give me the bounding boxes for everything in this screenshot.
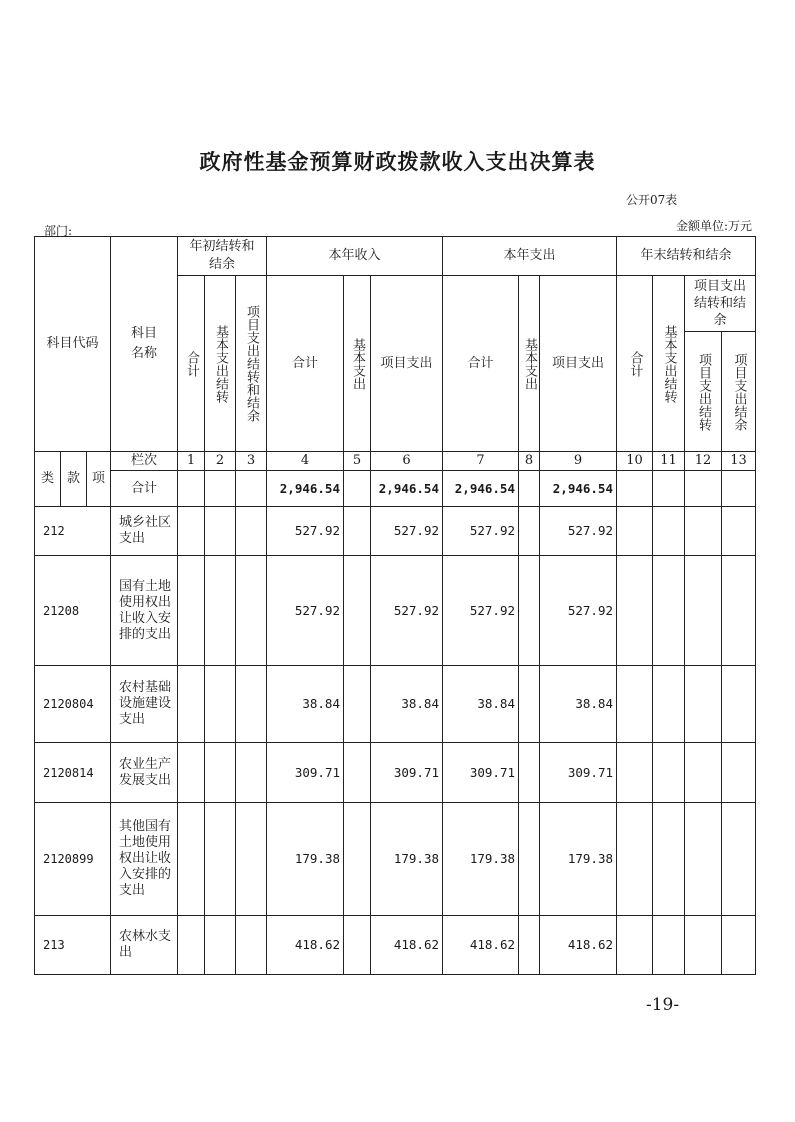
empty-cell xyxy=(617,556,653,666)
empty-cell xyxy=(617,666,653,743)
row-expense-project: 179.38 xyxy=(540,803,617,916)
empty-cell xyxy=(344,556,371,666)
empty-cell xyxy=(519,507,540,556)
empty-cell xyxy=(685,666,722,743)
empty-cell xyxy=(617,471,653,507)
header-closing-basic: 基本支出结转 xyxy=(661,324,677,403)
column-number: 11 xyxy=(653,452,685,471)
empty-cell xyxy=(519,743,540,803)
header-closing-project-balance-cell xyxy=(722,332,756,452)
empty-cell xyxy=(653,471,685,507)
header-kuan: 款 xyxy=(61,452,87,507)
header-income-total: 合计 xyxy=(267,276,344,452)
empty-cell xyxy=(344,916,371,975)
empty-cell xyxy=(685,803,722,916)
department-label: 部门: xyxy=(44,224,73,238)
row-expense-project: 309.71 xyxy=(540,743,617,803)
row-code: 2120814 xyxy=(35,743,111,803)
column-number: 6 xyxy=(371,452,443,471)
empty-cell xyxy=(653,507,685,556)
row-income-project: 179.38 xyxy=(371,803,443,916)
row-code: 21208 xyxy=(35,556,111,666)
table-row xyxy=(35,916,756,975)
column-number: 7 xyxy=(443,452,519,471)
page-number: -19- xyxy=(646,995,680,1015)
header-closing-project-balance: 项目支出结余 xyxy=(731,352,747,431)
row-name: 农林水支出 xyxy=(111,916,178,975)
empty-cell xyxy=(344,803,371,916)
header-income: 本年收入 xyxy=(267,237,443,276)
header-closing-total: 合计 xyxy=(627,350,643,377)
header-closing-project-carry: 项目支出结转 xyxy=(696,352,711,431)
empty-cell xyxy=(722,471,756,507)
column-index-label: 栏次 xyxy=(111,452,178,471)
total-expense-total: 2,946.54 xyxy=(443,471,519,507)
total-income-project: 2,946.54 xyxy=(371,471,443,507)
header-opening-project: 项目支出结转和结余 xyxy=(244,305,259,422)
empty-cell xyxy=(653,556,685,666)
row-name: 农业生产发展支出 xyxy=(111,743,178,803)
row-expense-project: 38.84 xyxy=(540,666,617,743)
empty-cell xyxy=(236,743,267,803)
column-number: 4 xyxy=(267,452,344,471)
empty-cell xyxy=(205,803,236,916)
empty-cell xyxy=(205,471,236,507)
header-expense-basic: 基本支出 xyxy=(522,337,537,390)
empty-cell xyxy=(205,556,236,666)
column-number: 9 xyxy=(540,452,617,471)
header-subject-name: 科目名称 xyxy=(111,237,178,452)
row-expense-total: 179.38 xyxy=(443,803,519,916)
empty-cell xyxy=(205,916,236,975)
empty-cell xyxy=(685,743,722,803)
empty-cell xyxy=(236,916,267,975)
empty-cell xyxy=(178,803,205,916)
empty-cell xyxy=(236,803,267,916)
column-number: 8 xyxy=(519,452,540,471)
page-title: 政府性基金预算财政拨款收入支出决算表 xyxy=(199,150,596,174)
empty-cell xyxy=(519,803,540,916)
column-number: 12 xyxy=(685,452,722,471)
column-number: 3 xyxy=(236,452,267,471)
empty-cell xyxy=(722,507,756,556)
empty-cell xyxy=(205,743,236,803)
header-expense-basic-cell xyxy=(519,276,540,452)
empty-cell xyxy=(178,666,205,743)
total-income-total: 2,946.54 xyxy=(267,471,344,507)
table-row xyxy=(35,803,756,916)
header-closing: 年末结转和结余 xyxy=(617,237,756,276)
empty-cell xyxy=(178,743,205,803)
row-expense-project: 527.92 xyxy=(540,507,617,556)
header-closing-basic-cell xyxy=(653,276,685,452)
empty-cell xyxy=(236,507,267,556)
empty-cell xyxy=(722,916,756,975)
row-income-project: 309.71 xyxy=(371,743,443,803)
header-opening-total: 合计 xyxy=(184,350,199,377)
empty-cell xyxy=(653,743,685,803)
header-opening: 年初结转和结余 xyxy=(178,237,267,276)
header-xiang: 项 xyxy=(87,452,111,507)
table-row xyxy=(35,507,756,556)
empty-cell xyxy=(653,916,685,975)
empty-cell xyxy=(178,471,205,507)
empty-cell xyxy=(653,803,685,916)
row-expense-project: 418.62 xyxy=(540,916,617,975)
total-label: 合计 xyxy=(111,471,178,507)
row-income-project: 38.84 xyxy=(371,666,443,743)
empty-cell xyxy=(685,507,722,556)
empty-cell xyxy=(205,507,236,556)
row-income-project: 527.92 xyxy=(371,556,443,666)
row-income-project: 418.62 xyxy=(371,916,443,975)
empty-cell xyxy=(205,666,236,743)
empty-cell xyxy=(178,556,205,666)
row-expense-project: 527.92 xyxy=(540,556,617,666)
header-income-basic: 基本支出 xyxy=(350,337,365,390)
header-closing-total-cell xyxy=(617,276,653,452)
empty-cell xyxy=(722,743,756,803)
header-closing-project: 项目支出结转和结余 xyxy=(685,276,756,332)
empty-cell xyxy=(617,743,653,803)
empty-cell xyxy=(519,666,540,743)
header-expense: 本年支出 xyxy=(443,237,617,276)
row-name: 国有土地使用权出让收入安排的支出 xyxy=(111,556,178,666)
empty-cell xyxy=(685,556,722,666)
empty-cell xyxy=(344,471,371,507)
empty-cell xyxy=(722,556,756,666)
row-code: 213 xyxy=(35,916,111,975)
empty-cell xyxy=(685,916,722,975)
empty-cell xyxy=(617,507,653,556)
column-number: 2 xyxy=(205,452,236,471)
header-closing-project-carry-cell xyxy=(685,332,722,452)
empty-cell xyxy=(344,743,371,803)
empty-cell xyxy=(617,803,653,916)
row-income-total: 179.38 xyxy=(267,803,344,916)
empty-cell xyxy=(344,507,371,556)
empty-cell xyxy=(722,803,756,916)
column-number: 13 xyxy=(722,452,756,471)
row-expense-total: 309.71 xyxy=(443,743,519,803)
empty-cell xyxy=(178,507,205,556)
empty-cell xyxy=(236,666,267,743)
empty-cell xyxy=(519,471,540,507)
empty-cell xyxy=(685,471,722,507)
row-expense-total: 38.84 xyxy=(443,666,519,743)
row-income-total: 38.84 xyxy=(267,666,344,743)
row-code: 2120804 xyxy=(35,666,111,743)
header-income-project: 项目支出 xyxy=(371,276,443,452)
header-lei: 类 xyxy=(35,452,61,507)
total-expense-project: 2,946.54 xyxy=(540,471,617,507)
row-expense-total: 527.92 xyxy=(443,556,519,666)
row-name: 其他国有土地使用权出让收入安排的支出 xyxy=(111,803,178,916)
column-number: 10 xyxy=(617,452,653,471)
empty-cell xyxy=(236,556,267,666)
header-opening-basic: 基本支出结转 xyxy=(213,324,228,403)
row-code: 212 xyxy=(35,507,111,556)
column-number: 1 xyxy=(178,452,205,471)
empty-cell xyxy=(344,666,371,743)
unit-label: 金额单位:万元 xyxy=(676,219,753,233)
empty-cell xyxy=(519,916,540,975)
row-income-project: 527.92 xyxy=(371,507,443,556)
table-row xyxy=(35,666,756,743)
row-income-total: 309.71 xyxy=(267,743,344,803)
empty-cell xyxy=(617,916,653,975)
header-opening-basic-cell xyxy=(205,276,236,452)
header-income-basic-cell xyxy=(344,276,371,452)
form-number: 公开07表 xyxy=(626,193,678,207)
header-opening-total-cell xyxy=(178,276,205,452)
row-name: 农村基础设施建设支出 xyxy=(111,666,178,743)
row-income-total: 418.62 xyxy=(267,916,344,975)
row-income-total: 527.92 xyxy=(267,556,344,666)
row-name: 城乡社区支出 xyxy=(111,507,178,556)
empty-cell xyxy=(519,556,540,666)
empty-cell xyxy=(236,471,267,507)
header-expense-total: 合计 xyxy=(443,276,519,452)
column-number: 5 xyxy=(344,452,371,471)
empty-cell xyxy=(722,666,756,743)
row-income-total: 527.92 xyxy=(267,507,344,556)
empty-cell xyxy=(653,666,685,743)
row-expense-total: 527.92 xyxy=(443,507,519,556)
header-subject-code: 科目代码 xyxy=(35,237,111,452)
budget-table xyxy=(34,236,756,975)
table-row xyxy=(35,743,756,803)
table-row xyxy=(35,556,756,666)
row-expense-total: 418.62 xyxy=(443,916,519,975)
budget-table-container xyxy=(34,236,756,975)
empty-cell xyxy=(178,916,205,975)
header-opening-project-cell xyxy=(236,276,267,452)
row-code: 2120899 xyxy=(35,803,111,916)
header-expense-project: 项目支出 xyxy=(540,276,617,452)
